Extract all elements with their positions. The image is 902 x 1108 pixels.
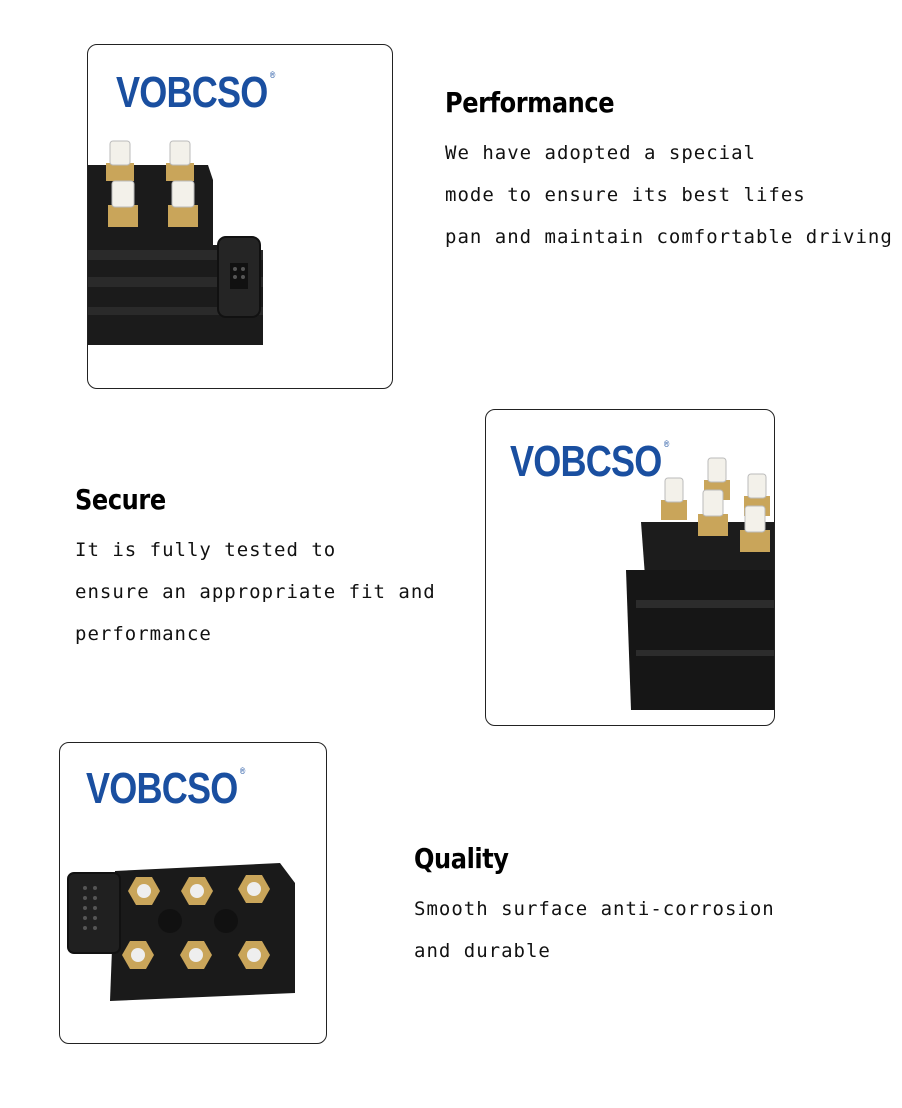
section-title-secure: Secure [75, 483, 166, 516]
section-title-quality: Quality [414, 842, 509, 875]
valve-block-image [486, 410, 775, 726]
brand-logo: VOBCSO ® [510, 437, 669, 486]
section-text-line: and durable [414, 940, 551, 962]
brand-logo: VOBCSO ® [86, 764, 245, 813]
section-text-line: Smooth surface anti-corrosion [414, 898, 775, 920]
section-title-performance: Performance [445, 86, 615, 119]
section-text-line: mode to ensure its best lifes [445, 184, 806, 206]
brand-logo: VOBCSO ® [116, 68, 275, 117]
section-text-line: ensure an appropriate fit and [75, 581, 436, 603]
product-image-card-2 [485, 409, 775, 726]
section-text-line: pan and maintain comfortable driving [445, 226, 893, 248]
product-image-card-3 [59, 742, 327, 1044]
product-image-card-1 [87, 44, 393, 389]
section-text-line: It is fully tested to [75, 539, 337, 561]
valve-block-image [88, 45, 393, 389]
section-text-line: We have adopted a special [445, 142, 756, 164]
section-text-line: performance [75, 623, 212, 645]
valve-block-image [60, 743, 327, 1044]
